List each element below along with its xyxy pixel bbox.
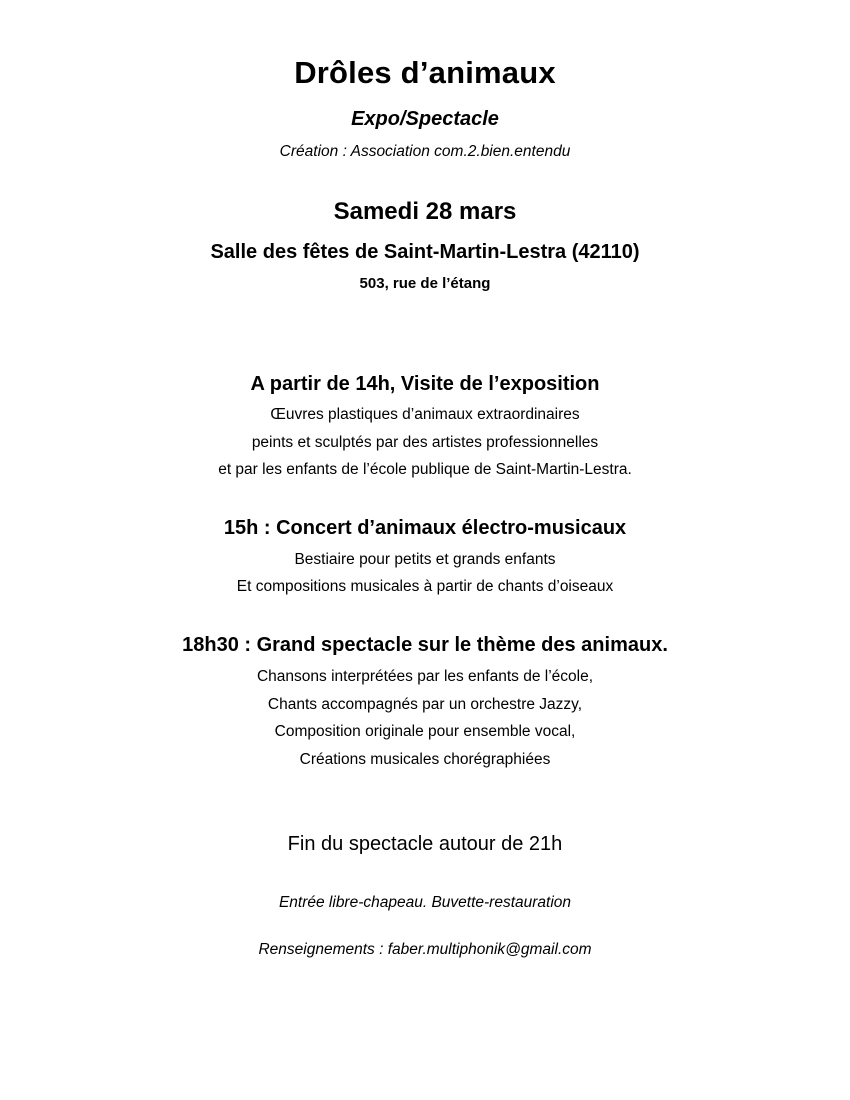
entry-info: Entrée libre-chapeau. Buvette-restauration: [278, 894, 572, 911]
section-heading: A partir de 14h, Visite de l’exposition: [250, 373, 600, 395]
event-venue: Salle des fêtes de Saint-Martin-Lestra (42110): [210, 241, 640, 263]
section-line: Chansons interprétées par les enfants de l’école,: [256, 668, 594, 685]
section-line: peints et sculptés par des artistes professionnelles: [251, 434, 599, 451]
event-date: Samedi 28 mars: [333, 198, 517, 225]
section-heading: 18h30 : Grand spectacle sur le thème des animaux.: [182, 634, 668, 656]
contact-info: Renseignements : faber.multiphonik@gmail.com: [258, 941, 592, 958]
event-title: Drôles d’animaux: [294, 55, 556, 90]
section-line: Et compositions musicales à partir de chants d’oiseaux: [236, 578, 614, 595]
section-line: Bestiaire pour petits et grands enfants: [294, 551, 556, 568]
section-line: Composition originale pour ensemble vocal,: [274, 723, 576, 740]
event-address: 503, rue de l’étang: [359, 275, 491, 292]
event-subtitle: Expo/Spectacle: [351, 108, 499, 130]
section-line: Chants accompagnés par un orchestre Jazzy,: [267, 696, 583, 713]
section-line: Œuvres plastiques d’animaux extraordinaires: [270, 406, 580, 423]
show-end-time: Fin du spectacle autour de 21h: [287, 833, 563, 855]
section-line: Créations musicales chorégraphiées: [299, 751, 551, 768]
section-heading: 15h : Concert d’animaux électro-musicaux: [223, 517, 627, 539]
section-line: et par les enfants de l’école publique de Saint-Martin-Lestra.: [218, 461, 632, 478]
creation-credit: Création : Association com.2.bien.entendu: [279, 143, 571, 160]
